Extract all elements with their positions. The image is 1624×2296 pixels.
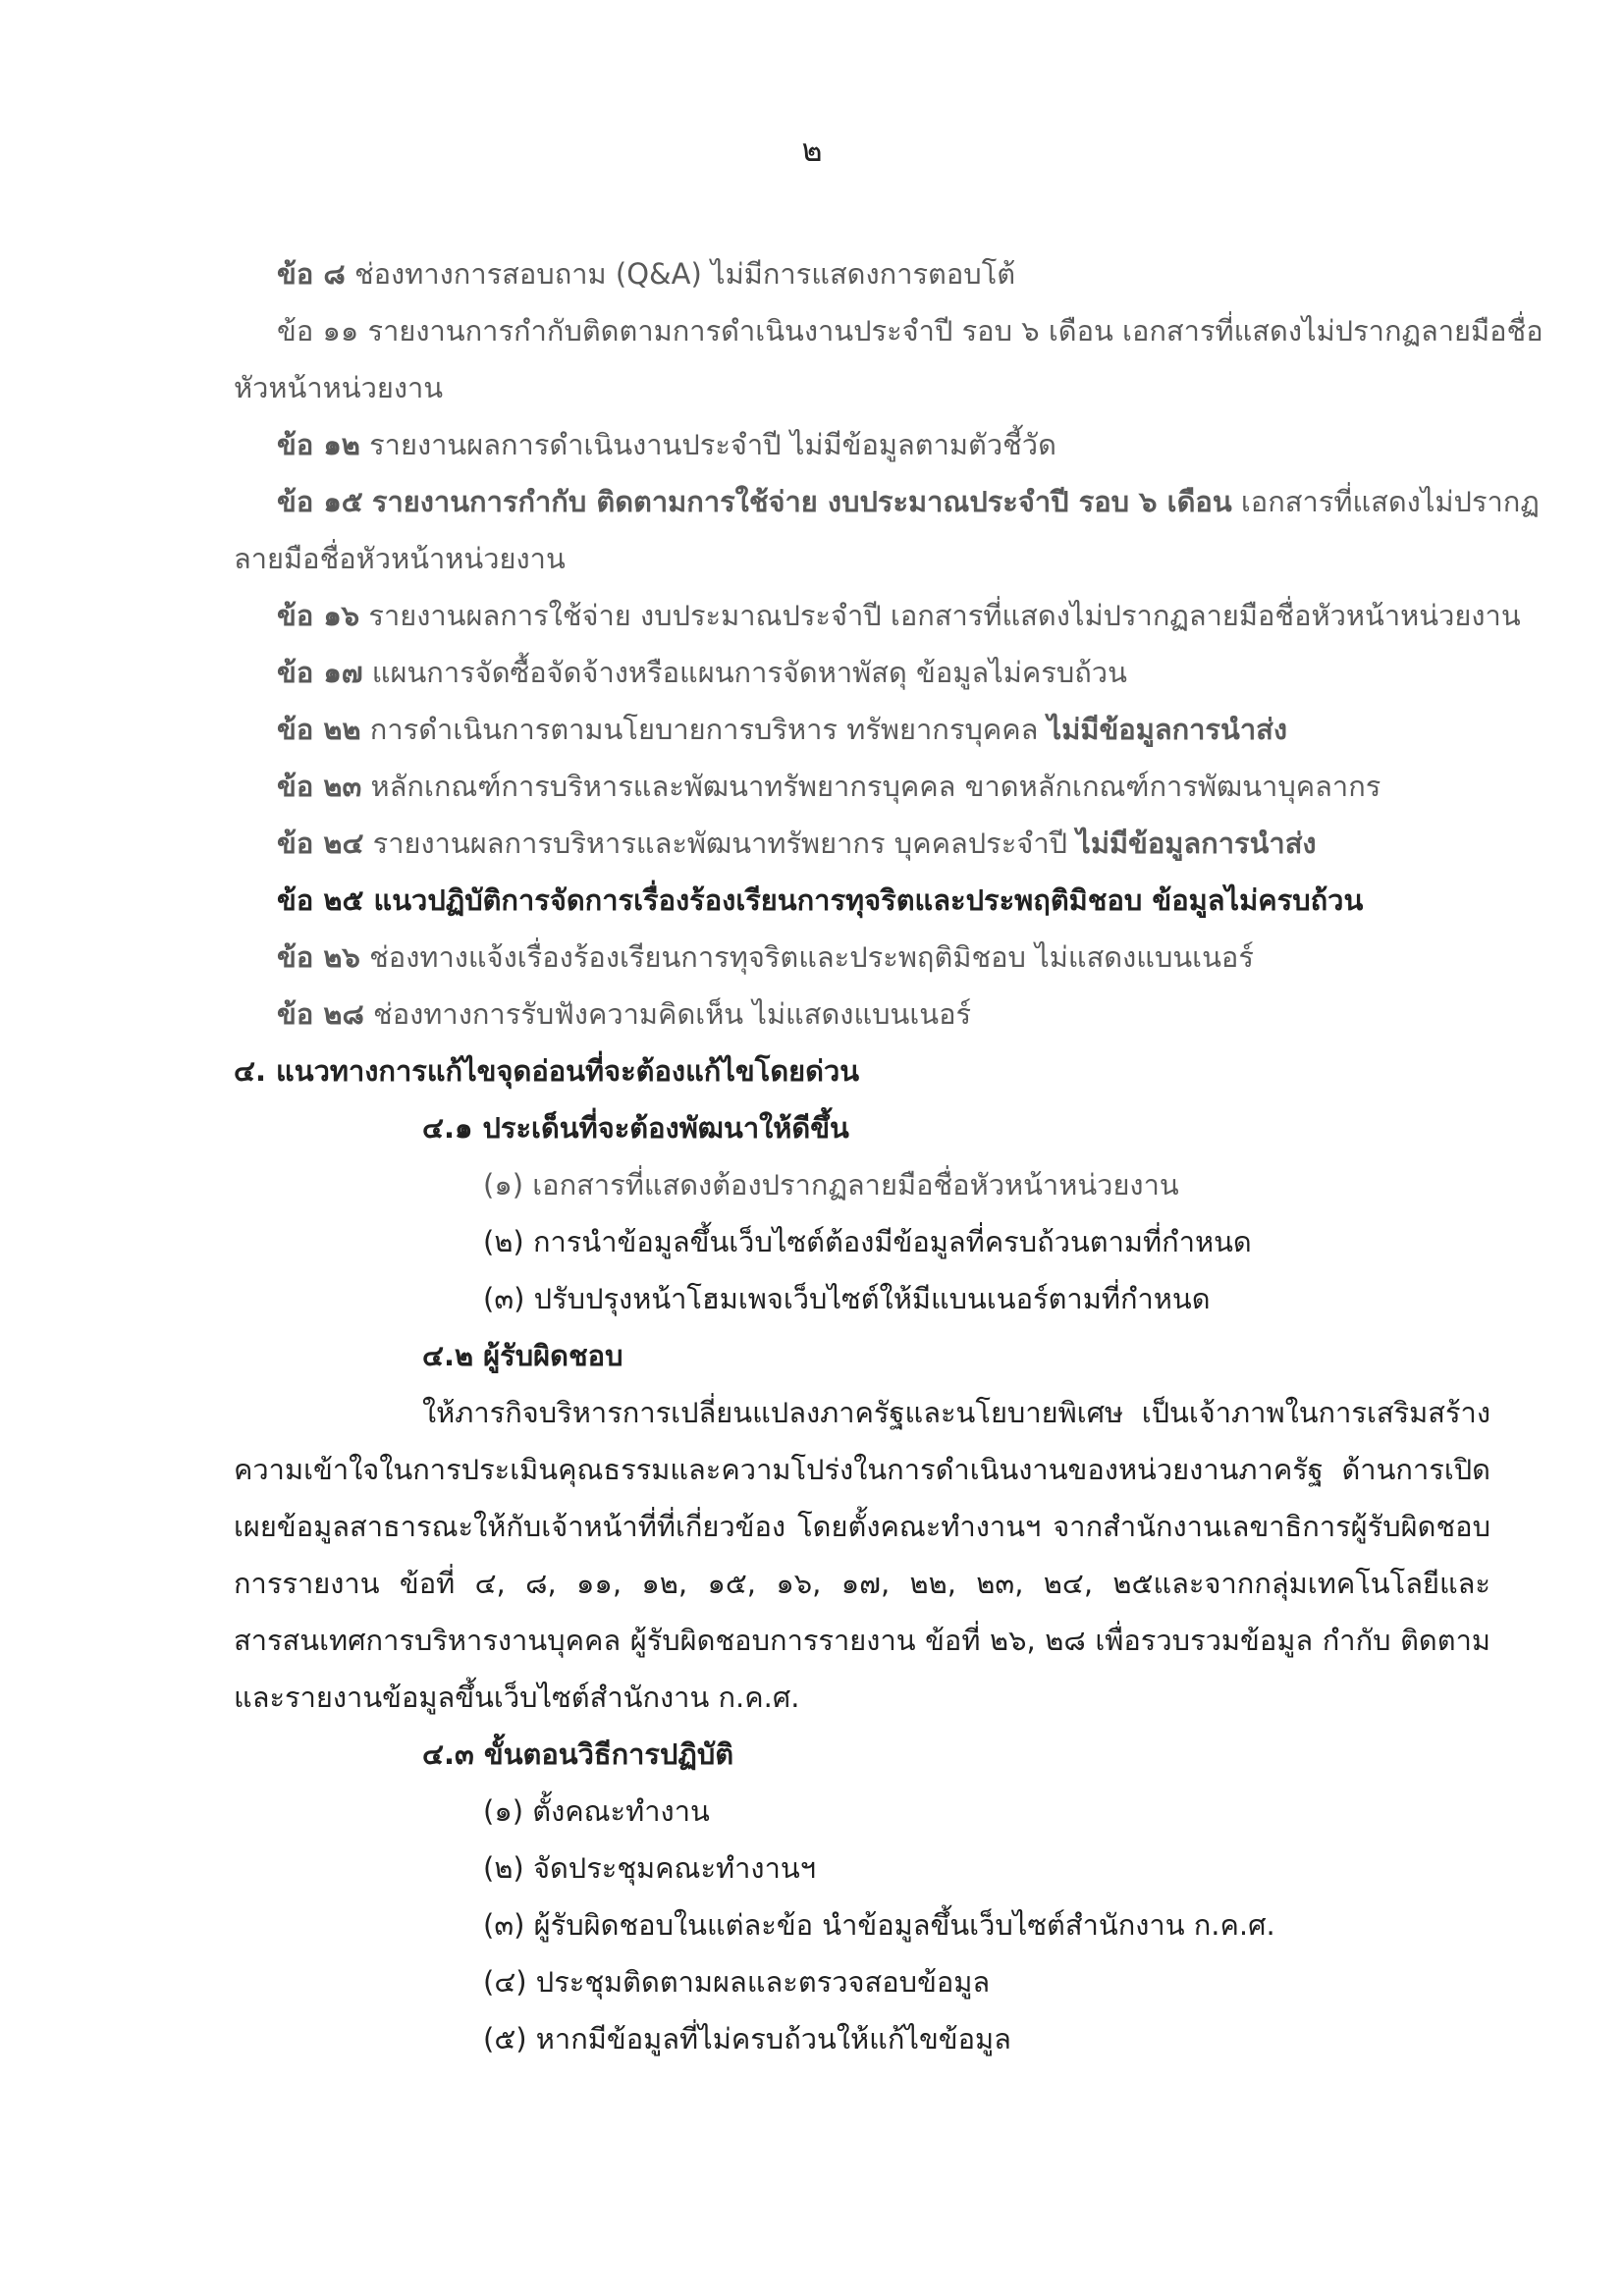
issue-item: ข้อ ๑๗ แผนการจัดซื้อจัดจ้างหรือแผนการจัดหาพัสดุ ข้อมูลไม่ครบถ้วน [277, 656, 1127, 689]
section-heading: ๔. แนวทางการแก้ไขจุดอ่อนที่จะต้องแก้ไขโดยด่วน [234, 1054, 860, 1088]
issue-item: ข้อ ๒๓ หลักเกณฑ์การบริหารและพัฒนาทรัพยากรบุคคล ขาดหลักเกณฑ์การพัฒนาบุคลากร [277, 770, 1381, 803]
issue-item: ข้อ ๑๒ รายงานผลการดำเนินงานประจำปี ไม่มีข้อมูลตามตัวชี้วัด [277, 428, 1056, 461]
list-item: (๕) หากมีข้อมูลที่ไม่ครบถ้วนให้แก้ไขข้อมูล [483, 2022, 1011, 2056]
issue-item: ข้อ ๘ ช่องทางการสอบถาม (Q&A) ไม่มีการแสดงการตอบโต้ [277, 257, 1016, 291]
subsection-heading: ๔.๑ ประเด็นที่จะต้องพัฒนาให้ดีขึ้น [422, 1111, 849, 1145]
list-item: (๓) ผู้รับผิดชอบในแต่ละข้อ นำข้อมูลขึ้นเว็บไซต์สำนักงาน ก.ค.ศ. [483, 1908, 1275, 1942]
issue-item: ข้อ ๒๕ แนวปฏิบัติการจัดการเรื่องร้องเรียนการทุจริตและประพฤติมิชอบ ข้อมูลไม่ครบถ้วน [277, 883, 1364, 917]
issue-item: ข้อ ๑๑ รายงานการกำกับติดตามการดำเนินงานประจำปี รอบ ๖ เดือน เอกสารที่แสดงไม่ปรากฏลายมือชื่อ [277, 314, 1543, 347]
list-item: (๒) การนำข้อมูลขึ้นเว็บไซต์ต้องมีข้อมูลที่ครบถ้วนตามที่กำหนด [483, 1225, 1252, 1258]
subsection-heading: ๔.๓ ขั้นตอนวิธีการปฏิบัติ [422, 1737, 734, 1771]
document-body [234, 245, 1543, 2067]
issue-item: ข้อ ๑๕ รายงานการกำกับ ติดตามการใช้จ่าย งบประมาณประจำปี รอบ ๖ เดือน เอกสารที่แสดงไม่ปรากฏ [277, 485, 1540, 518]
page-number: ๒ [801, 132, 823, 169]
subsection-heading: ๔.๒ ผู้รับผิดชอบ [422, 1339, 623, 1372]
issue-item: ข้อ ๒๔ รายงานผลการบริหารและพัฒนาทรัพยากร บุคคลประจำปี ไม่มีข้อมูลการนำส่ง [277, 827, 1317, 860]
list-item: (๒) จัดประชุมคณะทำงานฯ [483, 1851, 816, 1885]
issue-item-continuation: หัวหน้าหน่วยงาน [234, 371, 444, 404]
issue-item: ข้อ ๒๒ การดำเนินการตามนโยบายการบริหาร ทรัพยากรบุคคล ไม่มีข้อมูลการนำส่ง [277, 713, 1287, 746]
issue-item: ข้อ ๑๖ รายงานผลการใช้จ่าย งบประมาณประจำปี เอกสารที่แสดงไม่ปรากฏลายมือชื่อหัวหน้าหน่วยงาน [277, 599, 1521, 632]
list-item: (๑) ตั้งคณะทำงาน [483, 1794, 710, 1828]
issue-item: ข้อ ๒๘ ช่องทางการรับฟังความคิดเห็น ไม่แสดงแบนเนอร์ [277, 997, 972, 1031]
responsibility-paragraph: ให้ภารกิจบริหารการเปลี่ยนแปลงภาครัฐและนโยบายพิเศษ เป็นเจ้าภาพในการเสริมสร้างความเข้าใจในการประเมินคุณธรรมและความโปร่งในการดำเนินงานของหน่วยงานภาครัฐ ด้านการเปิดเผยข้อมูลสาธารณะให้กับเจ้าหน้าที่ที่เกี่ยวข้อง โดยตั้งคณะทำงานฯ จากสำนักงานเลขาธิการผู้รับผิดชอบการรายงาน ข้อที่ ๔, ๘, ๑๑, ๑๒, ๑๕, ๑๖, ๑๗, ๒๒, ๒๓, ๒๔, ๒๕และจากกลุ่มเทคโนโลยีและสารสนเทศการบริหารงานบุคคล ผู้รับผิดชอบการรายงาน ข้อที่ ๒๖, ๒๘ เพื่อรวบรวมข้อมูล กำกับ ติดตาม และรายงานข้อมูลขึ้นเว็บไซต์สำนักงาน ก.ค.ศ. [234, 1396, 1490, 1714]
issue-item-continuation: ลายมือชื่อหัวหน้าหน่วยงาน [234, 542, 566, 575]
list-item: (๑) เอกสารที่แสดงต้องปรากฏลายมือชื่อหัวหน้าหน่วยงาน [483, 1168, 1179, 1201]
issue-item: ข้อ ๒๖ ช่องทางแจ้งเรื่องร้องเรียนการทุจริตและประพฤติมิชอบ ไม่แสดงแบนเนอร์ [277, 940, 1254, 974]
list-item: (๔) ประชุมติดตามผลและตรวจสอบข้อมูล [483, 1965, 991, 1999]
list-item: (๓) ปรับปรุงหน้าโฮมเพจเว็บไซต์ให้มีแบนเนอร์ตามที่กำหนด [483, 1282, 1211, 1315]
